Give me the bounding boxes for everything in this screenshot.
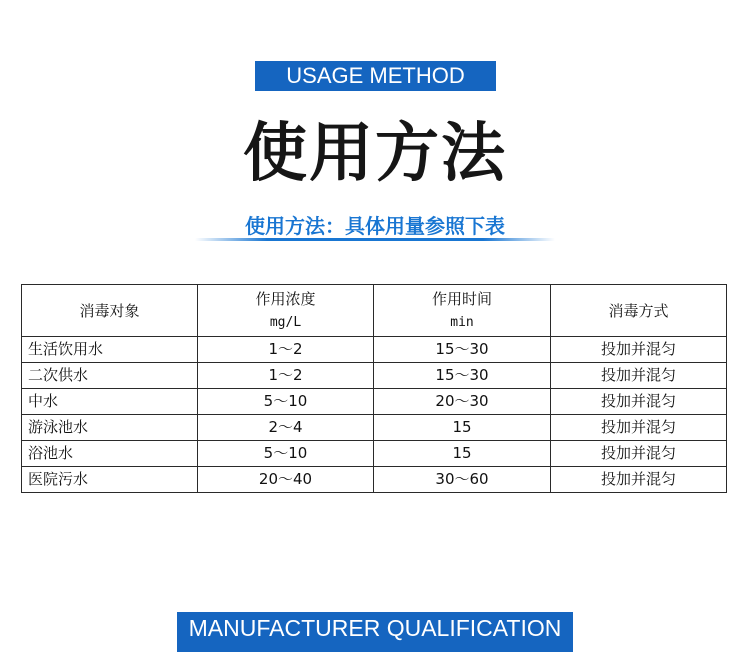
cell-duration: 30～60	[374, 467, 551, 493]
header-method-label: 消毒方式	[608, 301, 669, 320]
dosage-table	[21, 284, 727, 493]
cell-concentration: 20～40	[198, 467, 374, 493]
table-row	[22, 441, 727, 467]
subtitle: 使用方法：具体用量参照下表	[245, 214, 505, 238]
table-header-row	[22, 285, 727, 337]
cell-method: 投加并混匀	[551, 467, 727, 493]
header-concentration-label: 作用浓度	[255, 289, 316, 308]
table-row	[22, 389, 727, 415]
cell-concentration: 5～10	[198, 441, 374, 467]
cell-duration: 15～30	[374, 363, 551, 389]
header-target	[22, 285, 198, 337]
table-row	[22, 415, 727, 441]
cell-method: 投加并混匀	[551, 415, 727, 441]
cell-duration: 20～30	[374, 389, 551, 415]
cell-target: 浴池水	[22, 441, 198, 467]
cell-method: 投加并混匀	[551, 389, 727, 415]
page-title: 使用方法	[243, 117, 507, 191]
cell-duration: 15	[374, 441, 551, 467]
cell-target: 医院污水	[22, 467, 198, 493]
cell-target: 中水	[22, 389, 198, 415]
subtitle-underline	[195, 238, 555, 241]
cell-method: 投加并混匀	[551, 337, 727, 363]
header-concentration	[198, 285, 374, 337]
cell-method: 投加并混匀	[551, 363, 727, 389]
table-row	[22, 467, 727, 493]
header-duration-label: 作用时间	[431, 289, 492, 308]
cell-duration: 15～30	[374, 337, 551, 363]
cell-duration: 15	[374, 415, 551, 441]
cell-concentration: 5～10	[198, 389, 374, 415]
cell-concentration: 1～2	[198, 363, 374, 389]
cell-target: 二次供水	[22, 363, 198, 389]
cell-method: 投加并混匀	[551, 441, 727, 467]
manufacturer-qualification-banner: MANUFACTURER QUALIFICATION	[177, 612, 573, 652]
table-row	[22, 337, 727, 363]
header-duration	[374, 285, 551, 337]
header-target-label: 消毒对象	[79, 301, 140, 320]
cell-concentration: 1～2	[198, 337, 374, 363]
usage-method-banner: USAGE METHOD	[255, 61, 496, 91]
cell-concentration: 2～4	[198, 415, 374, 441]
header-concentration-unit: mg/L	[269, 314, 302, 330]
header-method	[551, 285, 727, 337]
cell-target: 生活饮用水	[22, 337, 198, 363]
table-row	[22, 363, 727, 389]
cell-target: 游泳池水	[22, 415, 198, 441]
header-duration-unit: min	[450, 314, 474, 330]
